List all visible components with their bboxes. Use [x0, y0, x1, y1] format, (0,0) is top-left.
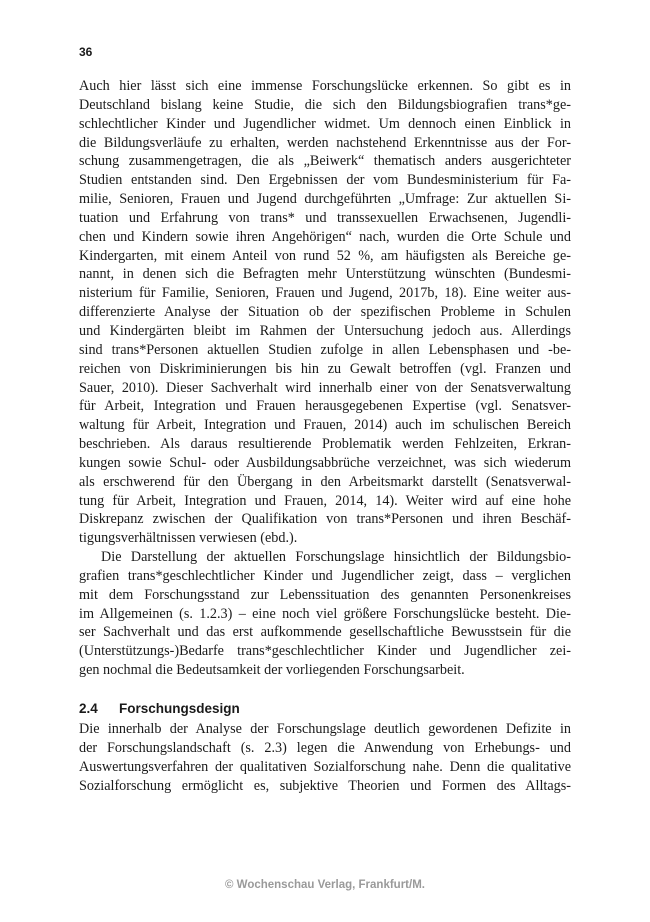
text-line: im Allgemeinen (s. 1.2.3) – eine noch viel größere Forschungslücke besteht. Die- — [79, 605, 571, 622]
paragraph-1 — [79, 77, 571, 548]
text-line: Die Darstellung der aktuellen Forschungslage hinsichtlich der Bildungsbio- — [101, 549, 571, 566]
copyright-footer: © Wochenschau Verlag, Frankfurt/M. — [225, 879, 425, 891]
text-line: kungen sowie Schul- oder Ausbildungsabbrüche verzeichnet, was sich wiederum — [79, 454, 571, 471]
text-line: als erschwerend für den Übergang in den Arbeitsmarkt darstellt (Senatsverwal- — [79, 473, 571, 490]
text-line: Auswertungsverfahren der qualitativen Sozialforschung nahe. Denn die qualitative — [79, 758, 571, 775]
text-line: Studien entstanden sind. Den Ergebnissen der vom Bundesministerium für Fa- — [79, 172, 571, 189]
text-line: gen nochmal die Bedeutsamkeit der vorliegenden Forschungsarbeit. — [79, 662, 465, 679]
text-line: und Kindergärten bleibt im Rahmen der Untersuchung jedoch aus. Allerdings — [79, 322, 571, 339]
text-line: Sauer, 2010). Dieser Sachverhalt wird innerhalb einer von der Senatsverwaltung — [79, 379, 571, 396]
text-line: Auch hier lässt sich eine immense Forschungslücke erkennen. So gibt es in — [79, 78, 571, 94]
text-line: für Arbeit, Integration und Frauen herausgegebenen Expertise (vgl. Senatsver- — [79, 398, 571, 415]
text-line: Deutschland bislang keine Studie, die sich den Bildungsbiografien trans*ge- — [79, 96, 571, 113]
page-number: 36 — [79, 45, 93, 59]
text-line: (Unterstützungs-)Bedarfe trans*geschlechtlicher Kinder und Jugendlicher zei- — [79, 643, 571, 660]
section-title: Forschungsdesign — [119, 701, 240, 716]
text-line: schung zusammengetragen, die als „Beiwerk“ thematisch anders ausgerichteter — [79, 153, 571, 170]
text-line: Die innerhalb der Analyse der Forschungslage deutlich gewordenen Defizite in — [79, 721, 571, 737]
text-line: tuation und Erfahrung von trans* und transsexuellen Erwachsenen, Jugendli- — [79, 209, 571, 226]
section-number: 2.4 — [79, 701, 98, 716]
text-line: tigungsverhältnissen verwiesen (ebd.). — [79, 530, 298, 547]
text-line: waltung für Arbeit, Integration und Frauen, 2014) auch im schulischen Bereich — [79, 417, 571, 434]
body-text — [79, 77, 571, 795]
text-line: mit dem Forschungsstand zur Lebenssituation des genannten Personenkreises — [79, 586, 571, 603]
text-line: reichen von Diskriminierungen bis hin zu Gewalt betroffen (vgl. Franzen und — [79, 360, 571, 377]
text-line: Sozialforschung ermöglicht es, subjektive Theorien und Formen des Alltags- — [79, 777, 571, 794]
paragraph-3 — [79, 720, 571, 795]
text-line: schlechtlicher Kinder und Jugendlicher widmet. Um dennoch einen Einblick in — [79, 115, 571, 132]
text-line: Diskrepanz zwischen der Qualifikation von trans*Personen und ihren Beschäf- — [79, 511, 571, 528]
text-line: nannt, in denen sich die Befragten mehr Unterstützung wünschten (Bundesmi- — [79, 266, 571, 283]
text-line: differenzierte Analyse der Situation ob der spezifischen Probleme in Schulen — [79, 304, 571, 321]
text-line: nisterium für Familie, Senioren, Frauen und Jugend, 2017b, 18). Eine weiter aus- — [79, 285, 571, 302]
text-line: die Bildungsverläufe zu erhalten, werden nachstehend Erkenntnisse aus der For- — [79, 134, 571, 151]
text-line: Kindergarten, mit einem Anteil von rund 52 %, am häufigsten als Bereiche ge- — [79, 247, 571, 264]
text-line: tung für Arbeit, Integration und Frauen, 2014, 14). Weiter wird auf eine hohe — [79, 492, 571, 509]
text-line: chen und Kindern sowie ihren Angehörigen“ nach, wurden die Orte Schule und — [79, 228, 571, 245]
text-line: beschrieben. Als daraus resultierende Problematik werden Fehlzeiten, Erkran- — [79, 436, 571, 453]
text-line: grafien trans*geschlechtlicher Kinder und Jugendlicher zeigt, dass – verglichen — [79, 567, 571, 584]
paragraph-2 — [79, 548, 571, 680]
text-line: milie, Senioren, Frauen und Jugend durchgeführten „Umfrage: Zur aktuellen Si- — [79, 191, 571, 208]
text-line: ser Sachverhalt und das erst aufkommende gesellschaftliche Bewusstsein für die — [79, 624, 571, 641]
text-line: sind trans*Personen aktuellen Studien zufolge in allen Lebensphasen und -be- — [79, 341, 571, 358]
section-heading — [79, 699, 571, 719]
text-line: der Forschungslandschaft (s. 2.3) legen die Anwendung von Erhebungs- und — [79, 739, 571, 756]
